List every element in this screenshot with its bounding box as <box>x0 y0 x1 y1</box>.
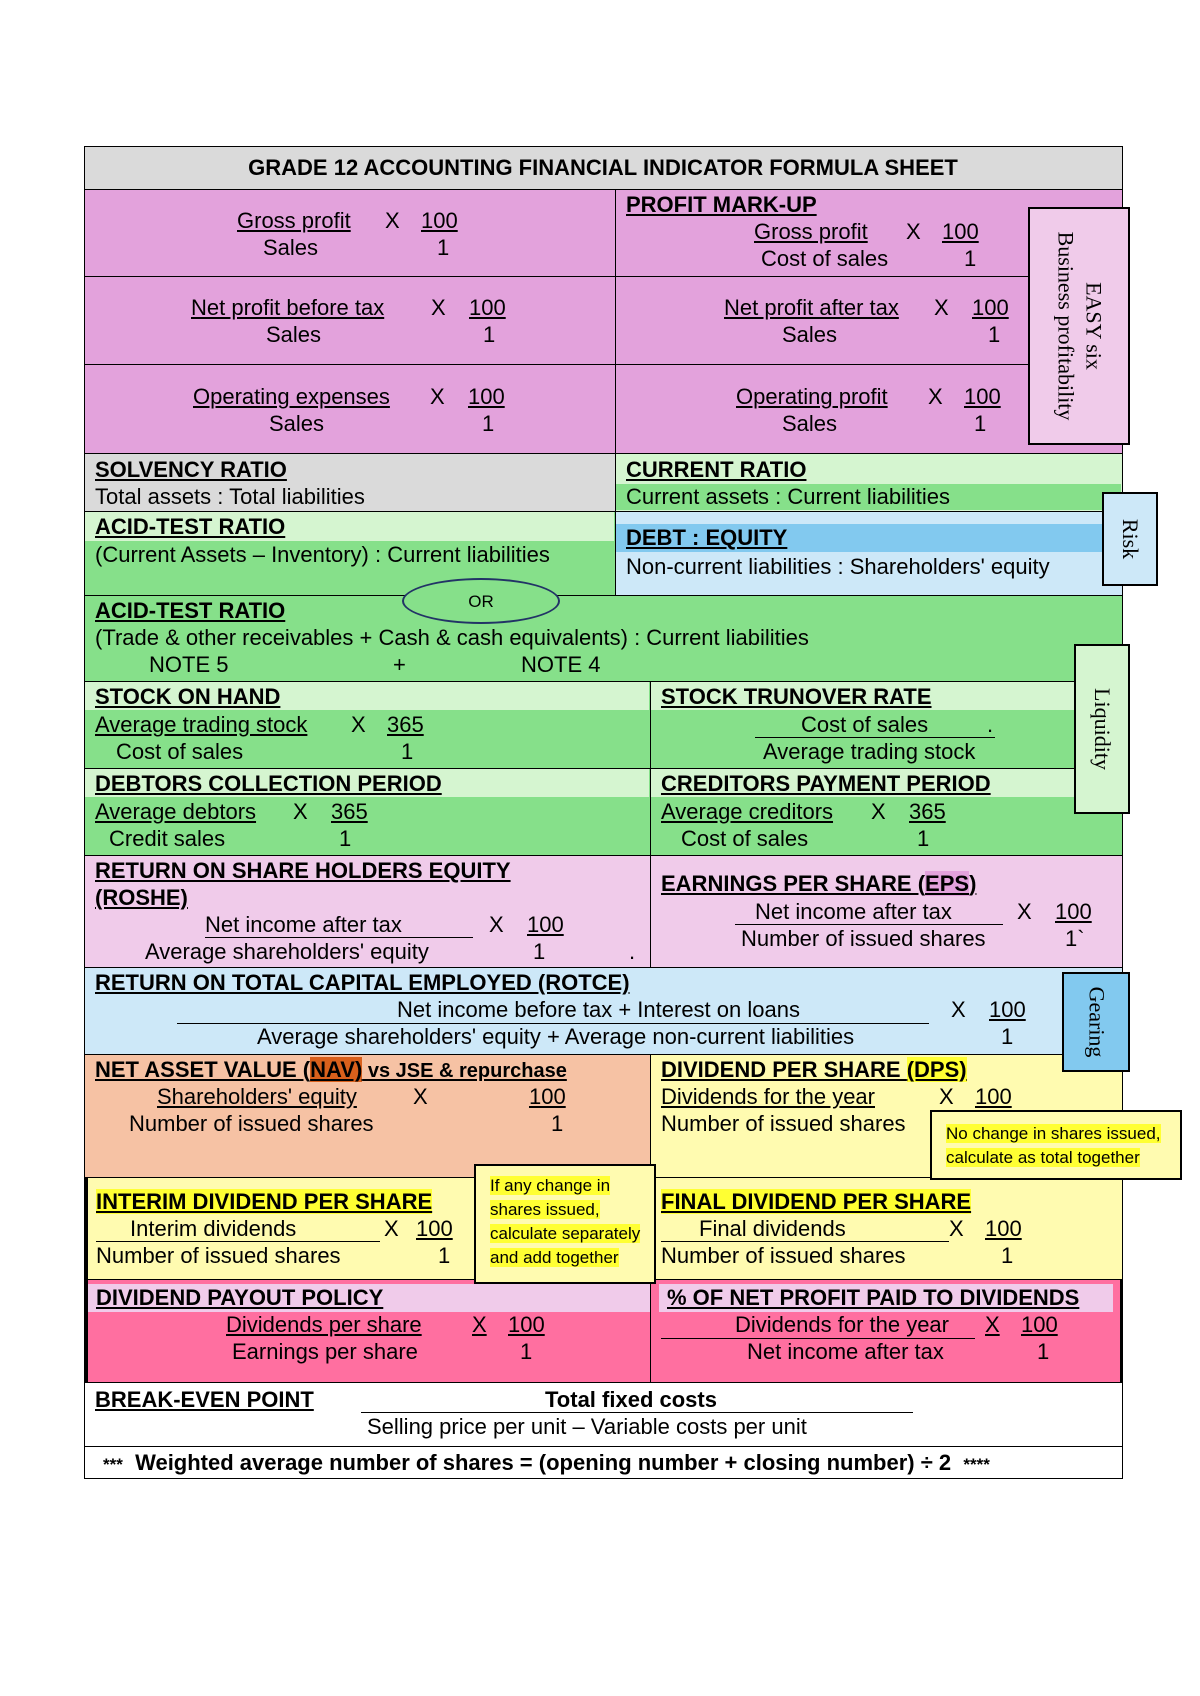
side-label-easy-six: EASY six <box>1081 282 1107 370</box>
dps-hundred: 100 <box>975 1084 1012 1109</box>
opex-hundred: 100 <box>468 384 505 409</box>
side-label-risk <box>1102 492 1158 586</box>
acid-test-2-heading: ACID-TEST RATIO <box>95 598 286 623</box>
opprofit-one: 1 <box>974 411 987 436</box>
rotce-numerator: Net income before tax + Interest on loans <box>397 997 800 1022</box>
eps-x: X <box>1017 899 1032 924</box>
eps-hundred: 100 <box>1055 899 1092 924</box>
dps-denominator: Number of issued shares <box>661 1111 906 1136</box>
weighted-average-text: Weighted average number of shares = (opening number + closing number) ÷ 2 <box>135 1450 952 1475</box>
final-denominator: Number of issued shares <box>661 1243 906 1268</box>
nav-heading-pre: NET ASSET VALUE ( <box>95 1057 311 1082</box>
sheet-title-bar <box>84 146 1123 190</box>
side-label-liquidity-text: Liquidity <box>1090 688 1116 770</box>
roshe-cell <box>84 855 651 968</box>
interim-dps-heading <box>96 1189 432 1215</box>
note-change-shares <box>474 1164 656 1284</box>
rotce-one: 1 <box>1001 1024 1014 1049</box>
gross-profit-on-sales-cell <box>84 189 616 277</box>
acid-test-1-heading: ACID-TEST RATIO <box>95 514 286 539</box>
side-label-risk-text: Risk <box>1117 518 1143 560</box>
acid-test-2-cell <box>84 595 1123 682</box>
note-change-line-4: and add together <box>490 1248 619 1267</box>
npbt-on-sales-cell <box>84 276 616 365</box>
opex-on-sales-cell <box>84 364 616 454</box>
npat-hundred: 100 <box>972 295 1009 320</box>
eps-heading-pre: EARNINGS PER SHARE ( <box>661 871 926 896</box>
payout-heading: DIVIDEND PAYOUT POLICY <box>96 1285 384 1310</box>
eps-heading-post: ) <box>969 871 977 896</box>
eps-one: 1` <box>1065 926 1085 951</box>
current-ratio-formula: Current assets : Current liabilities <box>626 484 951 509</box>
stock-turnover-dot: . <box>987 712 994 737</box>
roshe-one: 1 <box>533 939 546 964</box>
debtors-heading: DEBTORS COLLECTION PERIOD <box>95 771 442 796</box>
roshe-heading-1: RETURN ON SHARE HOLDERS EQUITY <box>95 858 511 883</box>
stock-turnover-denominator: Average trading stock <box>763 739 976 764</box>
pct-numerator: Dividends for the year <box>735 1312 949 1337</box>
npbt-numerator: Net profit before tax <box>191 295 385 320</box>
note-no-change-shares <box>930 1110 1182 1180</box>
pct-hundred: 100 <box>1021 1312 1058 1337</box>
markup-x: X <box>906 219 921 244</box>
dps-heading <box>661 1057 967 1083</box>
debt-equity-heading: DEBT : EQUITY <box>626 525 788 550</box>
interim-hundred: 100 <box>416 1216 453 1241</box>
final-dps-heading <box>661 1189 971 1215</box>
interim-x: X <box>384 1216 399 1241</box>
side-label-gearing <box>1062 972 1130 1072</box>
eps-cell <box>650 855 1123 968</box>
creditors-one: 1 <box>917 826 930 851</box>
nav-one: 1 <box>551 1111 564 1136</box>
payout-hundred: 100 <box>508 1312 545 1337</box>
pct-x: X <box>985 1312 1000 1337</box>
note-change-line-1: If any change in <box>490 1176 611 1195</box>
soh-numerator: Average trading stock <box>95 712 308 737</box>
roshe-heading-2: (ROSHE) <box>95 885 188 910</box>
gp-sales-numerator: Gross profit <box>237 208 351 233</box>
nav-heading-highlight: NAV) <box>310 1057 363 1082</box>
final-x: X <box>949 1216 964 1241</box>
interim-numerator: Interim dividends <box>130 1216 297 1241</box>
side-label-profitability-text <box>1051 232 1107 421</box>
payout-denominator: Earnings per share <box>232 1339 418 1364</box>
roshe-hundred: 100 <box>527 912 564 937</box>
eps-heading-highlight: EPS <box>925 871 970 896</box>
note-change-line-2: shares issued, <box>490 1200 600 1219</box>
break-even-cell <box>84 1382 1123 1447</box>
pct-heading: % OF NET PROFIT PAID TO DIVIDENDS <box>667 1285 1080 1310</box>
interim-denominator: Number of issued shares <box>96 1243 341 1268</box>
acid-test-2-note5: NOTE 5 <box>149 652 229 677</box>
npat-denominator: Sales <box>782 322 838 347</box>
final-one: 1 <box>1001 1243 1014 1268</box>
nav-x: X <box>413 1084 428 1109</box>
side-label-gearing-text: Gearing <box>1084 986 1110 1058</box>
opex-one: 1 <box>482 411 495 436</box>
opex-x: X <box>430 384 445 409</box>
nav-hundred: 100 <box>529 1084 566 1109</box>
acid-test-2-formula: (Trade & other receivables + Cash & cash equivalents) : Current liabilities <box>95 625 809 650</box>
debt-equity-cell <box>615 511 1123 596</box>
nav-heading <box>95 1057 567 1084</box>
creditors-days: 365 <box>909 799 946 824</box>
npbt-x: X <box>431 295 446 320</box>
gp-sales-hundred: 100 <box>421 208 458 233</box>
or-label: OR <box>468 592 494 611</box>
final-dps-heading-text: FINAL DIVIDEND PER SHARE <box>661 1189 972 1214</box>
opprofit-hundred: 100 <box>964 384 1001 409</box>
solvency-heading: SOLVENCY RATIO <box>95 457 287 482</box>
dps-x: X <box>939 1084 954 1109</box>
gp-sales-x: X <box>385 208 400 233</box>
debtors-denominator: Credit sales <box>109 826 226 851</box>
soh-days: 365 <box>387 712 424 737</box>
rotce-hundred: 100 <box>989 997 1026 1022</box>
acid-test-2-note4: NOTE 4 <box>521 652 601 677</box>
final-hundred: 100 <box>985 1216 1022 1241</box>
side-label-profitability <box>1028 207 1130 445</box>
opex-denominator: Sales <box>269 411 325 436</box>
stock-on-hand-heading: STOCK ON HAND <box>95 684 281 709</box>
payout-policy-cell <box>84 1279 651 1383</box>
dps-heading-highlight: (DPS) <box>906 1057 967 1082</box>
dps-numerator: Dividends for the year <box>661 1084 875 1109</box>
note-no-change-line-2: calculate as total together <box>946 1148 1140 1167</box>
creditors-x: X <box>871 799 886 824</box>
gp-sales-one: 1 <box>437 235 450 260</box>
nav-cell <box>84 1054 651 1178</box>
debtors-one: 1 <box>339 826 352 851</box>
eps-heading <box>661 871 976 897</box>
solvency-formula: Total assets : Total liabilities <box>95 484 365 509</box>
acid-test-2-plus: + <box>393 652 406 677</box>
break-even-denominator: Selling price per unit – Variable costs per unit <box>367 1414 807 1439</box>
debtors-days: 365 <box>331 799 368 824</box>
eps-denominator: Number of issued shares <box>741 926 986 951</box>
npbt-hundred: 100 <box>469 295 506 320</box>
creditors-numerator: Average creditors <box>661 799 834 824</box>
rotce-cell <box>84 967 1123 1055</box>
gp-sales-denominator: Sales <box>263 235 319 260</box>
final-numerator: Final dividends <box>699 1216 846 1241</box>
sheet-title: GRADE 12 ACCOUNTING FINANCIAL INDICATOR FORMULA SHEET <box>248 155 958 180</box>
markup-one: 1 <box>964 246 977 271</box>
payout-one: 1 <box>520 1339 533 1364</box>
markup-hundred: 100 <box>942 219 979 244</box>
soh-x: X <box>351 712 366 737</box>
debtors-x: X <box>293 799 308 824</box>
break-even-numerator: Total fixed costs <box>545 1387 717 1412</box>
weighted-average-cell <box>84 1446 1123 1479</box>
nav-denominator: Number of issued shares <box>129 1111 374 1136</box>
pct-net-profit-cell <box>650 1279 1123 1383</box>
markup-denominator: Cost of sales <box>761 246 889 271</box>
acid-test-1-cell <box>84 511 616 596</box>
weighted-stars-right: **** <box>963 1455 990 1474</box>
creditors-payment-cell <box>650 768 1123 856</box>
or-ellipse <box>402 578 560 624</box>
nav-heading-post: vs JSE & repurchase <box>362 1060 567 1082</box>
stock-turnover-cell <box>650 681 1123 769</box>
opprofit-denominator: Sales <box>782 411 838 436</box>
markup-numerator: Gross profit <box>754 219 868 244</box>
current-ratio-heading: CURRENT RATIO <box>626 457 807 482</box>
npbt-denominator: Sales <box>266 322 322 347</box>
weighted-average-line <box>103 1450 990 1478</box>
stock-on-hand-cell <box>84 681 651 769</box>
pct-one: 1 <box>1037 1339 1050 1364</box>
note-no-change-line-1: No change in shares issued, <box>946 1124 1161 1143</box>
final-dps-cell <box>650 1177 1123 1280</box>
opprofit-numerator: Operating profit <box>736 384 888 409</box>
npat-one: 1 <box>988 322 1001 347</box>
stock-turnover-numerator: Cost of sales <box>801 712 929 737</box>
opprofit-x: X <box>928 384 943 409</box>
current-ratio-cell <box>615 453 1123 512</box>
roshe-denominator: Average shareholders' equity <box>145 939 429 964</box>
roshe-x: X <box>489 912 504 937</box>
side-label-business-profitability: Business profitability <box>1053 231 1079 421</box>
nav-numerator: Shareholders' equity <box>157 1084 357 1109</box>
profit-markup-heading: PROFIT MARK-UP <box>626 192 817 217</box>
rotce-heading: RETURN ON TOTAL CAPITAL EMPLOYED (ROTCE) <box>95 970 630 995</box>
npbt-one: 1 <box>483 322 496 347</box>
stock-turnover-heading: STOCK TRUNOVER RATE <box>661 684 932 709</box>
payout-numerator: Dividends per share <box>226 1312 422 1337</box>
creditors-heading: CREDITORS PAYMENT PERIOD <box>661 771 991 796</box>
dps-heading-pre: DIVIDEND PER SHARE <box>661 1057 907 1082</box>
interim-one: 1 <box>438 1243 451 1268</box>
soh-one: 1 <box>401 739 414 764</box>
npat-numerator: Net profit after tax <box>724 295 899 320</box>
break-even-heading: BREAK-EVEN POINT <box>95 1387 314 1412</box>
eps-numerator: Net income after tax <box>755 899 952 924</box>
debtors-numerator: Average debtors <box>95 799 257 824</box>
rotce-denominator: Average shareholders' equity + Average non-current liabilities <box>257 1024 855 1049</box>
debt-equity-formula: Non-current liabilities : Shareholders' equity <box>626 554 1050 579</box>
acid-test-1-formula: (Current Assets – Inventory) : Current liabilities <box>95 542 550 567</box>
pct-denominator: Net income after tax <box>747 1339 944 1364</box>
rotce-x: X <box>951 997 966 1022</box>
side-label-liquidity <box>1074 644 1130 814</box>
note-change-line-3: calculate separately <box>490 1224 641 1243</box>
roshe-dot: . <box>629 939 636 964</box>
debtors-collection-cell <box>84 768 651 856</box>
solvency-cell <box>84 453 616 512</box>
interim-dps-heading-text: INTERIM DIVIDEND PER SHARE <box>96 1189 433 1214</box>
roshe-numerator: Net income after tax <box>205 912 402 937</box>
npat-x: X <box>934 295 949 320</box>
opex-numerator: Operating expenses <box>193 384 390 409</box>
payout-x: X <box>472 1312 487 1337</box>
soh-denominator: Cost of sales <box>116 739 244 764</box>
creditors-denominator: Cost of sales <box>681 826 809 851</box>
weighted-stars-left: *** <box>103 1455 123 1474</box>
